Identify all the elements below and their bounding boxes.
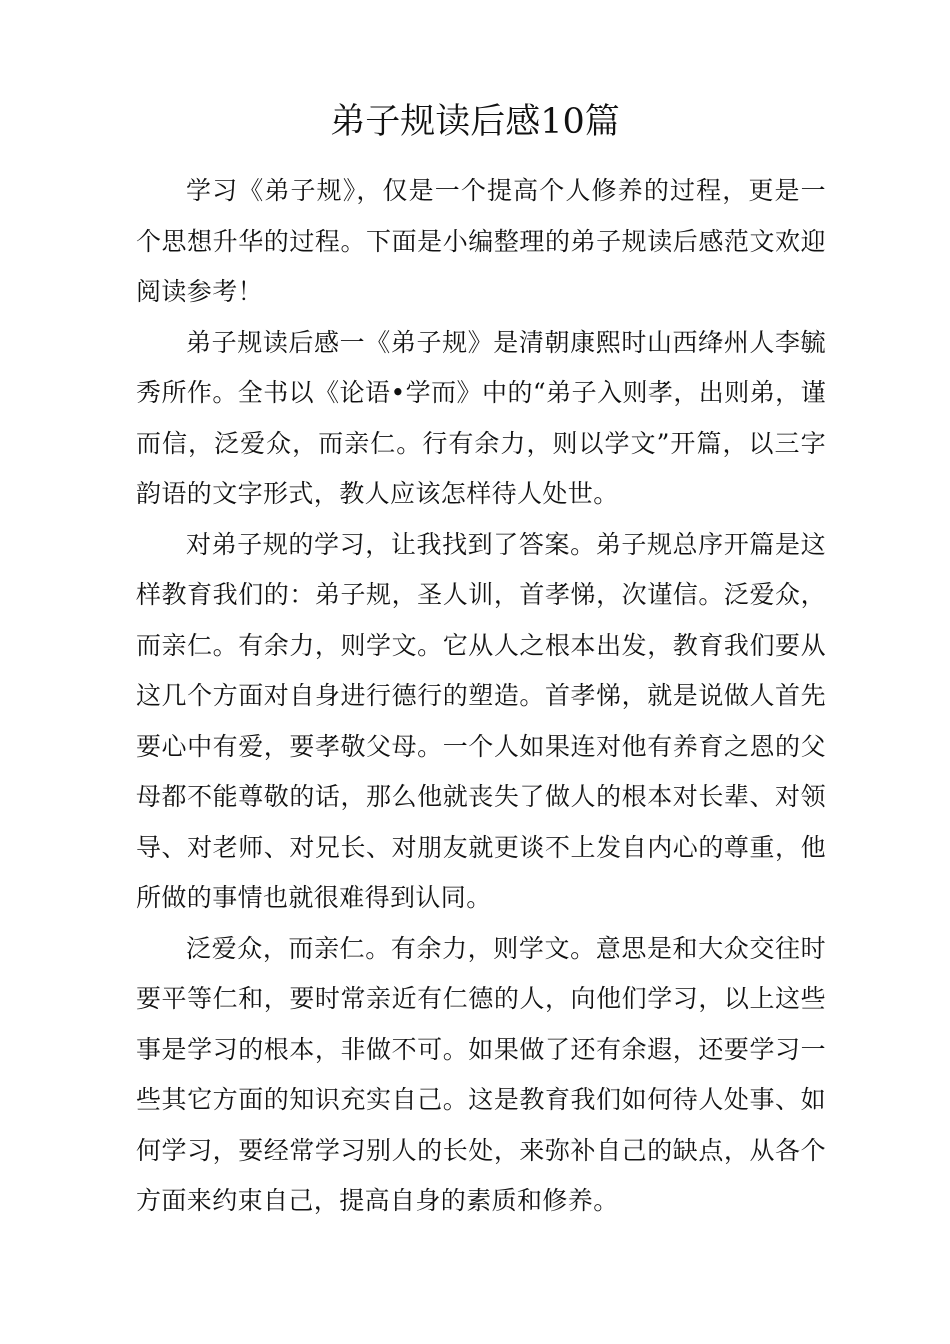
paragraph-3: 泛爱众，而亲仁。有余力，则学文。意思是和大众交往时要平等仁和，要时常亲近有仁德的人，向他们学习，以上这些事是学习的根本，非做不可。如果做了还有余遐，还要学习一些其它方面的知识充实自己。这是教育我们如何待人处事、如何学习，要经常学习别人的长处，来弥补自己的缺点，从各个方面来约束自己，提高自身的素质和修养。 — [136, 933, 826, 1215]
paragraph-intro: 学习《弟子规》，仅是一个提高个人修养的过程，更是一个思想升华的过程。下面是小编整理的弟子规读后感范文欢迎阅读参考！ — [136, 176, 826, 306]
paragraph-1: 弟子规读后感一《弟子规》是清朝康熙时山西绛州人李毓秀所作。全书以《论语•学而》中的“弟子入则孝，出则弟，谨而信，泛爱众，而亲仁。行有余力，则以学文”开篇，以三字韵语的文字形式，教人应该怎样待人处世。 — [136, 327, 826, 508]
document-title: 弟子规读后感10篇 — [330, 102, 620, 142]
document-body — [136, 166, 826, 1227]
paragraph-2: 对弟子规的学习，让我找到了答案。弟子规总序开篇是这样教育我们的：弟子规，圣人训，首孝悌，次谨信。泛爱众，而亲仁。有余力，则学文。它从人之根本出发，教育我们要从这几个方面对自身进行德行的塑造。首孝悌，就是说做人首先要心中有爱，要孝敬父母。一个人如果连对他有养育之恩的父母都不能尊敬的话，那么他就丧失了做人的根本对长辈、对领导、对老师、对兄长、对朋友就更谈不上发自内心的尊重，他所做的事情也就很难得到认同。 — [136, 529, 826, 912]
